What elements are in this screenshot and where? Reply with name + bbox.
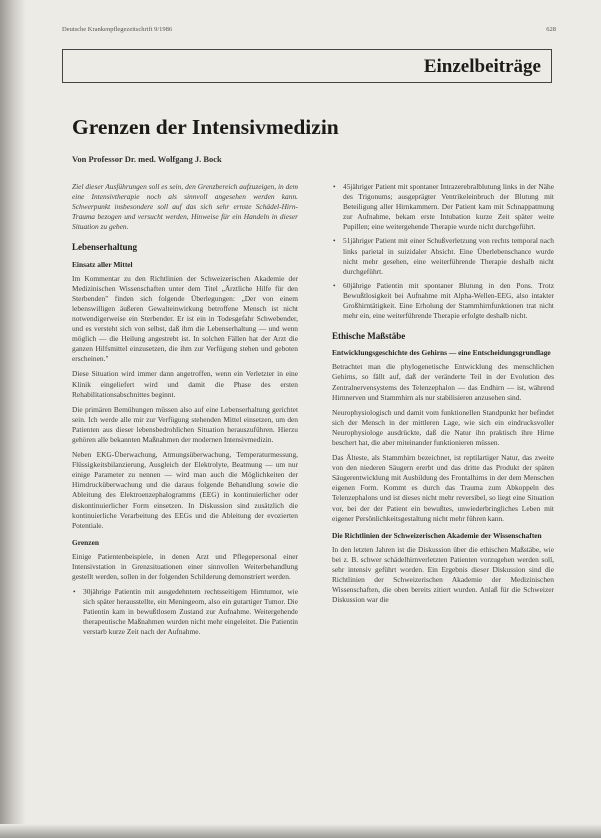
paragraph: Das Älteste, als Stammhirn bezeichnet, ist reptilartiger Natur, das zweite von den niederen Säugern ererbt und das dritte das Produkt der späten Säugerentwicklung mit Ausbildung des Frontalhirns in der dem Menschen eigenen Form. Kommt es durch das Trauma zum Abkoppeln des Telenzephalons und ist dieses nicht mehr reversibel, so liegt eine Situation vor, bei der der Patient ein bewußtes, unwiederbringliches Leben mit eigener Persönlichkeitsgestaltung nicht mehr führen kann. bbox=[332, 453, 554, 523]
case-list bbox=[72, 587, 298, 637]
paragraph: Neurophysiologisch und damit vom funktionellen Standpunkt her befindet sich der Mensch in der mittleren Lage, wie sich ein eindrucksvoller Neurophysiologe ausdrückte, daß die Natur ihn praktisch ihre Hirne beschert hat, die aber miteinander funktionieren müssen. bbox=[332, 407, 554, 447]
list-item: • 45jähriger Patient mit spontaner Intrazerebralblutung links in der Nähe des Trigonums; ausgeprägter Ventrikeleinbruch der Blutung mit Beteiligung aller Hirnkammern. Der Patient kam mit Schnappatmung zur Aufnahme, bekam erste Intubation kurze Zeit später weite Pupillen; eine weitergehende Therapie wurde nicht durchgeführt. bbox=[332, 182, 554, 232]
section-heading-ethische-massstaebe: Ethische Maßstäbe bbox=[332, 331, 406, 342]
page-edge-shadow bbox=[0, 0, 26, 838]
case-list bbox=[332, 182, 554, 321]
right-column bbox=[332, 182, 554, 610]
subheading-richtlinien: Die Richtlinien der Schweizerischen Akademie der Wissenschaften bbox=[332, 530, 542, 540]
paragraph: Neben EKG-Überwachung, Atmungsüberwachung, Temperaturmessung, Flüssigkeitsbilanzierung, Ausgleich der Elektrolyte, Beatmung — um nur einige Parameter zu nennen — wird man auch die Möglichkeiten der Hirndrucküberwachung und die daraus folgende Behandlung sowie die Ableitung des Elektroenzephalogramms (EEG) in kontinuierlicher oder diskontinuierlicher Form einsetzen. In Diskussion sind zusätzlich die kontinuierliche Verarbeitung des EEGs und die Ableitung der evozierten Potentiale. bbox=[72, 450, 298, 530]
page-bottom-shadow bbox=[0, 824, 601, 838]
section-heading-lebenserhaltung: Lebenserhaltung bbox=[72, 242, 138, 253]
left-column bbox=[72, 182, 298, 643]
paragraph: Einige Patientenbeispiele, in denen Arzt und Pflegepersonal einer Intensivstation in Grenzsituationen einer sinnvollen Weiterbehandlung gestellt werden, sollen in der folgenden Schilderung demonstriert werden. bbox=[72, 551, 298, 581]
subheading-grenzen: Grenzen bbox=[72, 537, 99, 547]
article-title: Grenzen der Intensivmedizin bbox=[72, 115, 339, 139]
list-item: • 30jährige Patientin mit ausgedehntem rechtsseitigem Hirntumor, wie sich später herausstellte, ein Meningeom, also ein gutartiger Tumor. Die Patientin kam in bewußtlosem Zustand zur Aufnahme. Weitergehende therapeutische Maßnahmen wurden nicht mehr eingeleitet. Die Patientin verstarb kurze Zeit nach der Aufnahme. bbox=[72, 587, 298, 637]
section-label: Einzelbeiträge bbox=[423, 56, 541, 77]
paragraph: Die primären Bemühungen müssen also auf eine Lebenserhaltung gerichtet sein. Ich werde alle mir zur Verfügung stehenden Mittel einsetzen, um den Patienten aus dieser lebensbedrohlichen Situation herauszuführen. Hierzu gehören alle bekannten Maßnahmen der modernen Intensivmedizin. bbox=[72, 404, 298, 444]
journal-name: Deutsche Krankenpflegezeitschrift 9/1986 bbox=[62, 26, 173, 33]
list-item: • 60jährige Patientin mit spontaner Blutung in den Pons. Trotz Bewußtlosigkeit bei Aufnahme mit Alpha-Wellen-EEG, also intakter Großhirntätigkeit. Eine Erholung der Stammhirnfunktionen trat nicht mehr ein, eine weiterführende Therapie erfolgte deshalb nicht. bbox=[332, 281, 554, 321]
article-author: Von Professor Dr. med. Wolfgang J. Bock bbox=[72, 154, 222, 164]
paragraph: Betrachtet man die phylogenetische Entwicklung des menschlichen Gehirns, so fällt auf, daß der veränderte Teil in der Evolution des Zentralnervensystems des Telenzephalon — das Endhirn — ist, während Hirnnerven und Stammhirn als nur stabilisieren anzusehen sind. bbox=[332, 362, 554, 402]
subheading-einsatz-aller-mittel: Einsatz aller Mittel bbox=[72, 259, 133, 269]
subheading-entwicklungsgeschichte: Entwicklungsgeschichte des Gehirns — eine Entscheidungsgrundlage bbox=[332, 348, 551, 358]
abstract: Ziel dieser Ausführungen soll es sein, den Grenzbereich aufzuzeigen, in dem eine Intensivtherapie noch als sinnvoll angesehen werden kann. Schwerpunkt insbesondere soll auf das sich sehr ernste Schädel-Hirn-Trauma bezogen und versucht werden, Hinweise für ein Handeln in dieser Situation zu geben. bbox=[72, 182, 298, 232]
paragraph: In den letzten Jahren ist die Diskussion über die ethischen Maßstäbe, wie bei z. B. schwer schädelhirnverletzten Patienten vorzugehen werden soll, sehr intensiv geführt worden. Ein Ergebnis dieser Diskussion sind die Richtlinien der Schweizerischen Akademie der Medizinischen Wissenschaften, die oben bereits zitiert wurden. Anlaß für die Schweizer Diskussion war die bbox=[332, 544, 554, 605]
page-number: 628 bbox=[546, 26, 556, 33]
list-item: • 51jähriger Patient mit einer Schußverletzung von rechts temporal nach links parietal in suizidaler Absicht. Eine Überlebenschance wurde nicht mehr gesehen, eine weiterführende Therapie deshalb nicht durchgeführt. bbox=[332, 236, 554, 276]
paragraph: Im Kommentar zu den Richtlinien der Schweizerischen Akademie der Medizinischen Wissenschaften unter dem Titel „Ärztliche Hilfe für den Sterbenden" finden sich folgende Überlegungen: „Der von einem lebenswilligen äußeren Gewalteinwirkung betroffene Mensch ist nicht notwendigerweise ein Sterbender. Er ist ein in Todesgefahr Schwebender, und es versteht sich von selbst, daß ihm die Lebenserhaltung — und wenn möglich — die Heilung angestrebt ist. In solchen Fällen hat der Arzt die ganzen Hilfsmittel einzusetzen, die ihm zur Verfügung stehen und geboten erscheinen." bbox=[72, 273, 298, 364]
running-head bbox=[62, 26, 556, 33]
section-label-box bbox=[62, 49, 552, 83]
paragraph: Diese Situation wird immer dann angetroffen, wenn ein Verletzter in eine Klinik eingeliefert wird und damit die Phase des ersten Rehabilitationsabschnittes beginnt. bbox=[72, 369, 298, 399]
